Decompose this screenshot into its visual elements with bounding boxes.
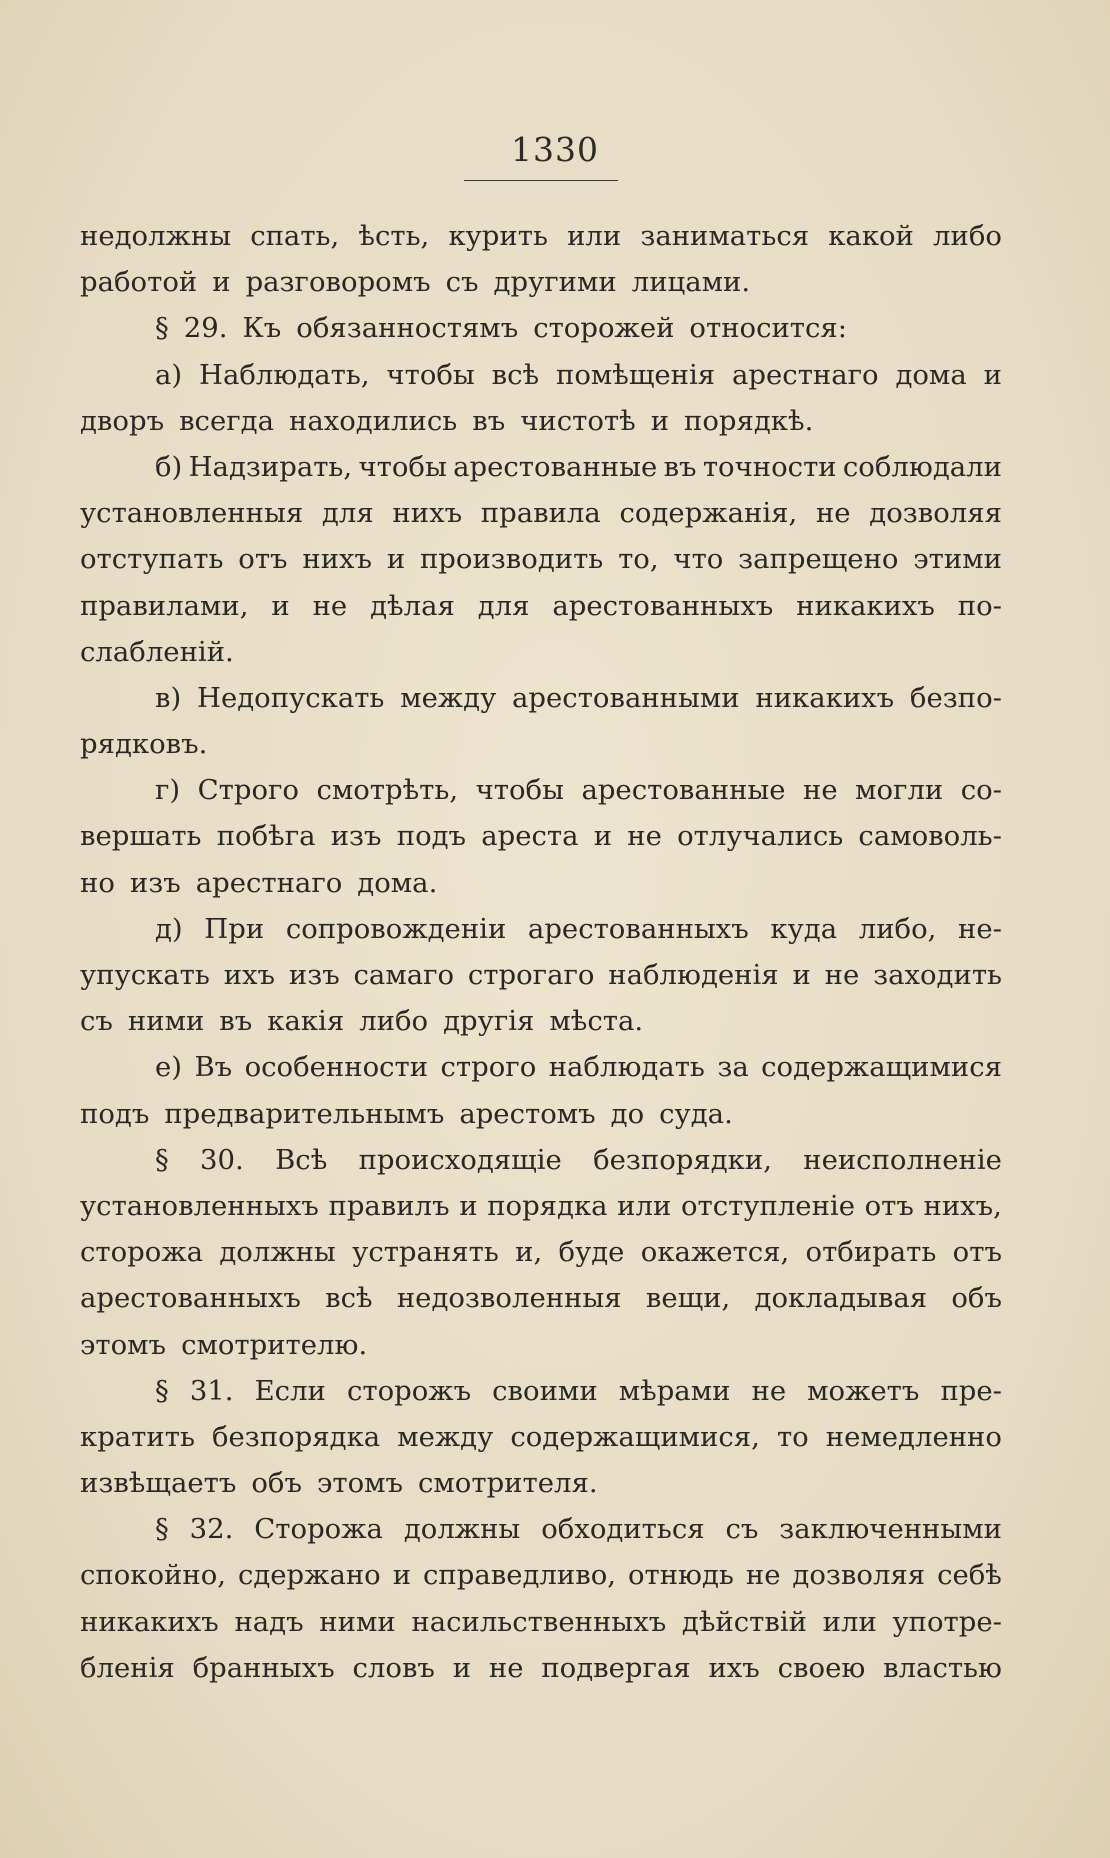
word: ними [319, 1605, 396, 1638]
word: должны [219, 1236, 336, 1269]
word: находились [288, 404, 458, 437]
word: арестнаго [732, 358, 879, 391]
word: 32. [189, 1513, 234, 1546]
word: подъ [80, 1097, 150, 1130]
word: и [386, 543, 406, 576]
word: куда [770, 912, 838, 945]
word: сдержано [237, 1559, 381, 1592]
word: не [488, 1651, 524, 1684]
word: самаго [353, 959, 455, 991]
word: или [617, 1189, 672, 1222]
word: должны [403, 1513, 521, 1546]
word: производить [419, 543, 604, 576]
text-line [80, 998, 1002, 1044]
word: установленныхъ [80, 1189, 319, 1222]
text-line [80, 259, 1002, 305]
word: строго [440, 1051, 537, 1084]
text-line [80, 444, 1002, 490]
word: Въ [194, 1051, 233, 1084]
word: запрещено [738, 543, 899, 576]
word: 31. [189, 1374, 234, 1407]
word: установленныя [80, 497, 304, 530]
word: кратить [80, 1420, 195, 1453]
word: Недопускать [196, 681, 385, 714]
word: ѣсть, [358, 220, 430, 252]
text-line [80, 1506, 1002, 1552]
word: всѣ [325, 1282, 373, 1315]
word: чтобы [475, 774, 564, 807]
word: и [212, 266, 231, 299]
word: могли [855, 774, 944, 807]
word: Всѣ [275, 1143, 328, 1176]
word: смотрѣть, [316, 774, 459, 807]
word: и [459, 1189, 478, 1222]
word: изъ [288, 959, 340, 991]
word: и [392, 1559, 412, 1592]
word: и [983, 358, 1002, 391]
word: побѣга [216, 820, 316, 853]
word: спать, [250, 220, 340, 252]
word: дѣлая [370, 589, 455, 622]
word: нихъ [392, 497, 463, 530]
word: или [822, 1605, 877, 1638]
word: какой [828, 220, 914, 252]
word: что [673, 543, 724, 576]
word: работой [80, 266, 198, 299]
word: § [155, 1513, 169, 1546]
word: и [593, 820, 613, 853]
word: до [610, 1097, 645, 1130]
text-line [80, 629, 1002, 675]
word: отбирать [805, 1236, 937, 1269]
word: по- [957, 589, 1002, 622]
text-line [80, 1552, 1002, 1598]
word: ними [127, 1005, 205, 1038]
word: смотрителю. [181, 1328, 368, 1361]
word: точности [702, 450, 837, 483]
word: не [824, 959, 860, 991]
word: дома [895, 358, 967, 391]
word: пре- [940, 1374, 1002, 1407]
word: предварительнымъ [164, 1097, 445, 1130]
word: и [650, 404, 670, 437]
word: дозволяя [869, 497, 1002, 530]
text-line [80, 813, 1002, 859]
word: Сторожа [254, 1513, 383, 1546]
word: дворъ [80, 404, 165, 437]
word: не [815, 497, 851, 530]
word: словъ [352, 1651, 435, 1684]
word: соблюдали [842, 450, 1002, 483]
word: а) [155, 358, 183, 391]
word: никакихъ [796, 589, 935, 622]
word: отъ [952, 1236, 1002, 1269]
text-line [80, 1044, 1002, 1090]
word: содержанія, [619, 497, 798, 530]
word: отъ [864, 1189, 914, 1222]
word: въ [663, 450, 697, 483]
word: арестомъ [459, 1097, 596, 1130]
word: арестованные [581, 774, 786, 807]
word: и, [515, 1236, 543, 1269]
word: бранныхъ [192, 1651, 335, 1684]
word: самоволь- [858, 820, 1002, 853]
text-line [80, 213, 1002, 259]
word: лицами. [631, 266, 751, 299]
word: наблюдать [548, 1051, 705, 1084]
word: докладывая [754, 1282, 928, 1315]
word: либо [359, 1005, 429, 1038]
word: д) [155, 912, 183, 945]
word: извѣщаетъ [80, 1467, 237, 1500]
word: за [717, 1051, 749, 1084]
word: обходиться [541, 1513, 705, 1546]
word: никакихъ [80, 1605, 219, 1638]
word: и [271, 589, 290, 622]
word: какія [267, 1005, 345, 1038]
word: порядка [487, 1189, 608, 1222]
word: спокойно, [80, 1559, 226, 1592]
word: безпорядки, [593, 1143, 772, 1176]
word: немедленно [825, 1420, 1002, 1453]
word: чтобы [358, 450, 447, 483]
word: ареста [481, 820, 579, 853]
word: изъ [330, 820, 382, 853]
word: бленія [80, 1651, 175, 1684]
word: арестованныхъ [527, 912, 749, 945]
word: съ [445, 266, 479, 299]
word: недозволенныя [396, 1282, 622, 1315]
word: происходящіе [358, 1143, 562, 1176]
word: буде [558, 1236, 625, 1269]
text-line [80, 1322, 1002, 1368]
word: либо, [858, 912, 937, 945]
word: относится: [689, 312, 848, 345]
document-text [80, 213, 1002, 1691]
word: не- [958, 912, 1002, 945]
word: Строго [197, 774, 299, 807]
word: правила [480, 497, 601, 530]
word: изъ [129, 866, 181, 899]
word: При [204, 912, 265, 945]
word: то [776, 1420, 809, 1453]
word: правилами, [80, 589, 249, 622]
text-line [80, 536, 1002, 582]
page-number: 1330 [511, 130, 599, 169]
word: съ [80, 1005, 113, 1038]
word: содержащимися [761, 1051, 1002, 1084]
text-line [80, 1229, 1002, 1275]
word: дома. [357, 866, 438, 899]
word: Наблюдать, [198, 358, 370, 391]
word: себѣ [937, 1559, 1002, 1592]
text-line [80, 1137, 1002, 1183]
word: Къ [242, 312, 282, 345]
word: окажется, [640, 1236, 790, 1269]
word: между [400, 681, 497, 714]
word: безпорядка [211, 1420, 381, 1453]
word: суда. [659, 1097, 733, 1130]
word: строгаго [467, 959, 595, 991]
word: содержащимися, [510, 1420, 760, 1453]
word: этомъ [80, 1328, 167, 1361]
text-line [80, 398, 1002, 444]
word: безпо- [909, 681, 1002, 714]
text-line [80, 906, 1002, 952]
word: подъ [396, 820, 467, 853]
text-line [80, 1460, 1002, 1506]
word: Надзирать, [188, 450, 353, 483]
word: то, [618, 543, 659, 576]
word: чтобы [386, 358, 475, 391]
word: отступать [80, 543, 224, 576]
word: неисполненіе [803, 1143, 1002, 1176]
word: рядковъ. [80, 728, 208, 761]
word: упускать [80, 959, 210, 991]
word: заходить [873, 959, 1002, 991]
word: своими [492, 1374, 598, 1407]
word: всѣ [491, 358, 540, 391]
word: съ [725, 1513, 759, 1546]
word: насильственныхъ [411, 1605, 667, 1638]
word: между [397, 1420, 494, 1453]
word: объ [251, 1467, 302, 1500]
word: другія [443, 1005, 535, 1038]
text-line [80, 1368, 1002, 1414]
word: порядкѣ. [684, 404, 814, 437]
word: не [312, 589, 348, 622]
word: для [321, 497, 374, 530]
word: либо [933, 220, 1002, 252]
text-line [80, 860, 1002, 906]
word: для [477, 589, 530, 622]
word: мѣрами [618, 1374, 731, 1407]
word: § [155, 312, 169, 345]
word: сопровожденіи [285, 912, 507, 945]
word: отлучались [677, 820, 844, 853]
word: отнюдь [627, 1559, 734, 1592]
word: 30. [200, 1143, 244, 1176]
word: мѣста. [549, 1005, 644, 1038]
word: въ [219, 1005, 253, 1038]
word: г) [155, 774, 181, 807]
word: Если [254, 1374, 326, 1407]
word: слабленій. [80, 635, 234, 668]
word: 29. [183, 312, 228, 345]
word: устранять [352, 1236, 499, 1269]
word: объ [951, 1282, 1002, 1315]
word: вещи, [645, 1282, 731, 1315]
word: этомъ [316, 1467, 404, 1500]
word: употре- [892, 1605, 1002, 1638]
word: заключенными [779, 1513, 1002, 1546]
word: отъ [238, 543, 288, 576]
word: ихъ [708, 1651, 760, 1684]
word: не [751, 1374, 787, 1407]
text-line [80, 1645, 1002, 1691]
word: сторожей [533, 312, 675, 345]
text-line [80, 1091, 1002, 1137]
word: курить [448, 220, 548, 252]
word: нихъ, [923, 1189, 1002, 1222]
text-line [80, 1275, 1002, 1321]
word: дозволяя [792, 1559, 926, 1592]
text-line [80, 721, 1002, 767]
text-line [80, 583, 1002, 629]
word: смотрителя. [418, 1467, 598, 1500]
word: не [745, 1559, 781, 1592]
word: надъ [234, 1605, 304, 1638]
word: никакихъ [755, 681, 895, 714]
text-line [80, 675, 1002, 721]
text-line [80, 1599, 1002, 1645]
word: наблюденія [608, 959, 779, 991]
word: можетъ [807, 1374, 920, 1407]
word: арестованными [512, 681, 740, 714]
word: арестнаго [195, 866, 343, 899]
word: § [155, 1374, 169, 1407]
word: или [567, 220, 622, 252]
word: заниматься [640, 220, 810, 252]
word: и [792, 959, 811, 991]
text-line [80, 767, 1002, 813]
word: особенности [244, 1051, 429, 1084]
page-number-rule [464, 180, 618, 181]
word: б) [155, 450, 183, 483]
text-line [80, 490, 1002, 536]
text-line [80, 1183, 1002, 1229]
word: арестованныхъ [80, 1282, 301, 1315]
word: помѣщенія [555, 358, 716, 391]
text-line [80, 352, 1002, 398]
word: е) [155, 1051, 183, 1084]
word: арестованные [453, 450, 658, 483]
word: отступленіе [680, 1189, 855, 1222]
word: но [80, 866, 115, 899]
word: этими [913, 543, 1002, 576]
word: въ [472, 404, 506, 437]
word: своею [777, 1651, 866, 1684]
word: § [155, 1143, 169, 1176]
word: со- [960, 774, 1002, 807]
word: и [452, 1651, 472, 1684]
word: подвергая [541, 1651, 691, 1684]
word: ихъ [223, 959, 276, 991]
word: сторожа [80, 1236, 204, 1269]
word: нихъ [302, 543, 373, 576]
word: обязанностямъ [296, 312, 519, 345]
word: в) [155, 681, 182, 714]
word: не [803, 774, 838, 807]
word: арестованныхъ [552, 589, 774, 622]
text-line [80, 305, 1002, 351]
word: вершать [80, 820, 202, 853]
word: сторожъ [346, 1374, 472, 1407]
word: разговоромъ [245, 266, 431, 299]
word: недолжны [80, 220, 232, 252]
word: всегда [179, 404, 274, 437]
word: не [627, 820, 662, 853]
word: властью [883, 1651, 1002, 1684]
text-line [80, 1414, 1002, 1460]
text-line [80, 952, 1002, 998]
word: справедливо, [423, 1559, 616, 1592]
word: чистотѣ [520, 404, 636, 437]
word: дѣйствій [681, 1605, 807, 1638]
word: правилъ [328, 1189, 450, 1222]
word: другими [493, 266, 617, 299]
